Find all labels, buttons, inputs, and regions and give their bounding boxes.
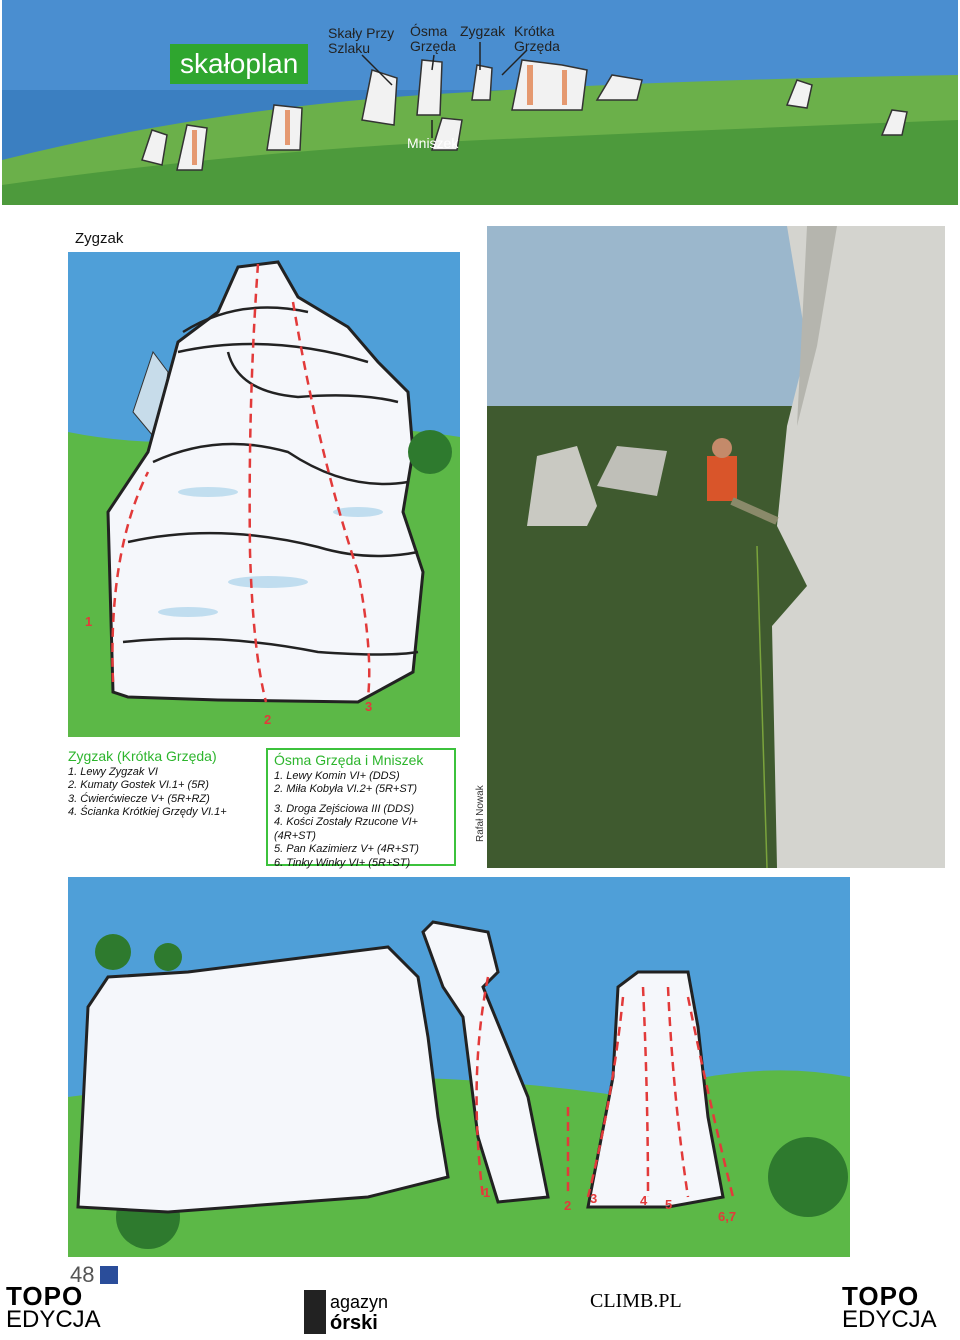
topo-logo-left-top: TOPO: [6, 1281, 84, 1311]
label-zygzak: Zygzak: [460, 23, 506, 39]
label-osma-grzeda: Ósma Grzęda: [410, 23, 456, 54]
osma-east-topo: [68, 877, 850, 1257]
zygzak-route-number-3: 3: [365, 699, 373, 714]
magazyn-gorski-top: agazyn: [330, 1292, 389, 1312]
magazyn-gorski-m-icon: [304, 1290, 326, 1334]
zygzak-route-1: 1. Lewy Zygzak VI: [68, 765, 158, 778]
climb-logo: CLIMB.PL: [590, 1290, 682, 1312]
osma-route-5: 5. Pan Kazimierz V+ (4R+ST): [274, 843, 419, 855]
zygzak-route-2: 2. Kumaty Gostek VI.1+ (5R): [68, 779, 209, 791]
osma-route-number-3: 3: [590, 1191, 598, 1206]
osma-route-6: 6. Tinky Winky VI+ (5R+ST): [274, 856, 411, 869]
photo-credit: Rafał Nowak: [475, 785, 486, 842]
topo-logo-left-bottom: EDYCJA: [6, 1306, 101, 1333]
zygzak-title: Zygzak: [75, 230, 124, 247]
osma-legend: [266, 748, 456, 869]
header-title: skałoplan: [170, 44, 308, 84]
topo-logo-right: [842, 1281, 937, 1333]
header-panorama: [2, 0, 958, 205]
topo-logo-right-bottom: EDYCJA: [842, 1306, 937, 1333]
zygzak-drawing: [68, 252, 460, 737]
osma-legend-title: Ósma Grzęda i Mniszek: [274, 752, 424, 768]
osma-route-1: 1. Lewy Komin VI+ (DDS): [274, 769, 400, 782]
label-krotka-grzeda: Krótka Grzęda: [514, 23, 560, 54]
label-skaly-przy-szlaku: Skały Przy Szlaku: [328, 25, 395, 56]
zygzak-legend-title: Zygzak (Krótka Grzęda): [68, 748, 217, 764]
zygzak-route-number-2: 2: [264, 712, 272, 727]
label-mniszek: Mniszek: [407, 135, 459, 151]
osma-route-3: 3. Droga Zejściowa III (DDS): [274, 802, 414, 815]
page-number: 48: [70, 1262, 95, 1287]
osma-route-4: 4. Kości Zostały Rzucone VI+ (4R+ST): [274, 816, 418, 842]
topo-logo-left: [6, 1281, 101, 1333]
magazyn-gorski-bottom: órski: [330, 1312, 378, 1334]
page-icon: [100, 1266, 118, 1284]
topo-logo-right-top: TOPO: [842, 1281, 920, 1311]
osma-route-number-1: 1: [483, 1185, 491, 1200]
zygzak-route-4: 4. Ścianka Krótkiej Grzędy VI.1+: [68, 806, 227, 818]
osma-route-number-4: 4: [640, 1193, 648, 1208]
zygzak-route-3: 3. Ćwierćwiecze V+ (5R+RZ): [68, 792, 210, 805]
zygzak-topo: [68, 252, 460, 737]
osma-route-2: 2. Miła Kobyła VI.2+ (5R+ST): [274, 783, 418, 795]
zygzak-route-number-1: 1: [85, 614, 93, 629]
osma-east-drawing: [68, 877, 850, 1257]
osma-route-number-2: 2: [564, 1198, 572, 1213]
climbing-photo: [487, 226, 945, 868]
zygzak-legend: [68, 750, 240, 830]
photo-drawing: [487, 226, 945, 868]
osma-route-number-5: 5: [665, 1197, 673, 1212]
osma-route-number-6-7: 6,7: [718, 1209, 737, 1224]
